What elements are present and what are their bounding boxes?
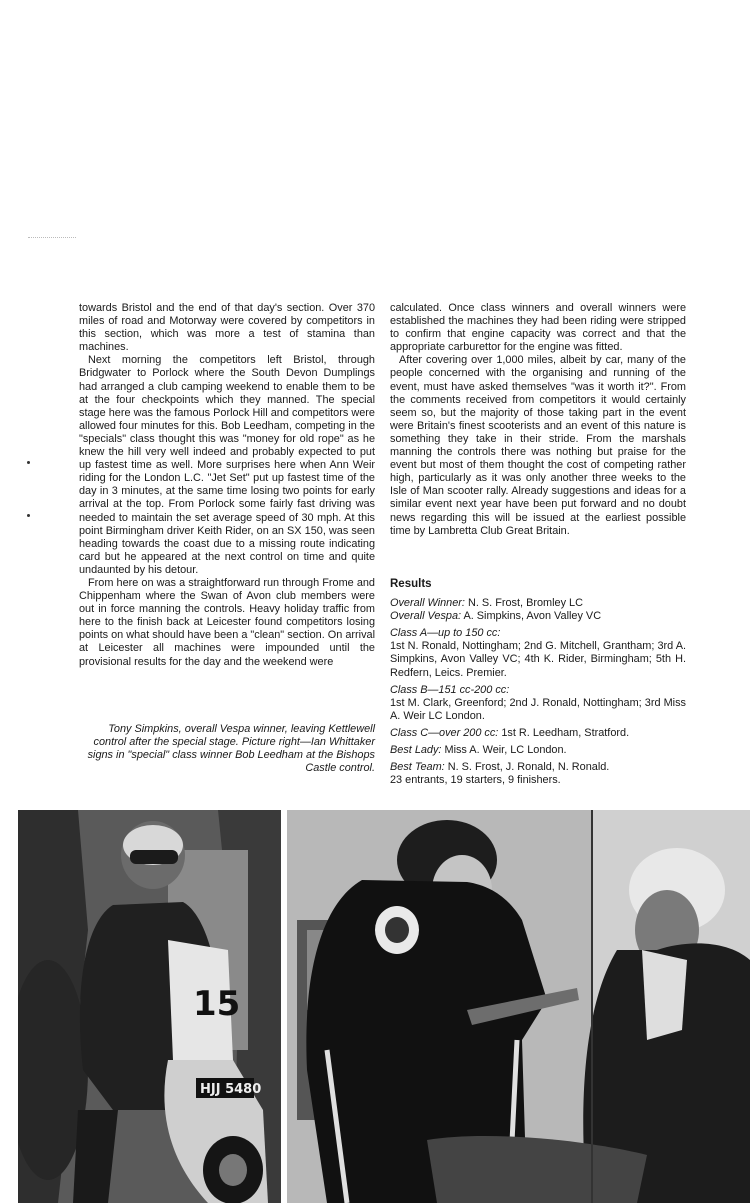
scan-artifact — [28, 237, 76, 239]
paragraph: Next morning the competitors left Bristol, through Bridgwater to Porlock where the South Devon Dumplings had arranged a club camping weekend to enable them to be at the four checkpoints which they manned. The special stage here was the famous Porlock Hill and competitors were allowed four minutes for this. Bob Leedham, competing in the "specials" class thought this was "money for old rope" as he knew the hill very well indeed and probably expected to put up fastest time as well. More surprises here when Ann Weir riding for the London L.C. "Jet Set" put up fastest time of the day in 3 minutes, at the same time losing two points for early arrival at the top. From Porlock some fairly fast driving was needed to maintain the set average speed of 30 mph. At this point Birmingham driver Keith Rider, on an SX 150, was seen heading towards the coast due to a missing route indicating card but he appeared at the next control on time and quite undaunted by his detour. — [79, 354, 375, 576]
photo-signing-in — [287, 810, 750, 1203]
result-value: Miss A. Weir, LC London. — [441, 744, 567, 757]
results-section — [390, 578, 686, 787]
result-class-c — [390, 727, 686, 740]
result-best-lady — [390, 744, 686, 757]
results-heading: Results — [390, 578, 432, 590]
result-entrants: 23 entrants, 19 starters, 9 finishers. — [390, 774, 561, 787]
margin-dot — [27, 514, 30, 517]
result-value: N. S. Frost, J. Ronald, N. Ronald. — [444, 761, 610, 774]
photo-caption: Tony Simpkins, overall Vespa winner, leaving Kettlewell control after the special stage. Picture right—Ian Whittaker signs in "special" class winner Bob Leedham at the Bishops Castle control. — [87, 723, 375, 775]
photo-rider-on-scooter — [18, 810, 281, 1203]
article-column-left — [79, 302, 375, 669]
result-label: Class C—over 200 cc: — [390, 726, 499, 739]
paragraph: calculated. Once class winners and overall winners were established the machines they had been riding were stripped to confirm that engine capacity was correct and that the appropriate carburettor for the engine was fitted. — [390, 302, 686, 354]
article-column-right — [390, 302, 686, 538]
paragraph: towards Bristol and the end of that day's section. Over 370 miles of road and Motorway were covered by competitors in this section, which was more a test of stamina than machines. — [79, 302, 375, 354]
paragraph: After covering over 1,000 miles, albeit by car, many of the people concerned with the organising and running of the event, must have asked themselves "was it worth it?". From the comments received from competitors it would certainly seem so, but the majority of those taking part in the event were Britain's finest scooterists and an event of this nature is something they take in their stride. From the marshals manning the controls there was nothing but praise for the event but most of them thought the cost of competing rather high, particularly as it was only another three weeks to the Isle of Man scooter rally. Already suggestions and ideas for a similar event next year have been put forward and no doubt news regarding this will be issued at the earliest possible time by Lambretta Club Great Britain. — [390, 354, 686, 537]
result-label: Overall Vespa: — [390, 610, 462, 623]
margin-dot — [27, 461, 30, 464]
result-class-a: 1st N. Ronald, Nottingham; 2nd G. Mitchell, Grantham; 3rd A. Simpkins, Avon Valley VC; 4th K. Rider, Birmingham; 5th H. Redfern, Leics. Premier. — [390, 640, 686, 679]
result-overall-winner — [390, 597, 686, 610]
result-value: N. S. Frost, Bromley LC — [464, 597, 583, 610]
result-label: Overall Winner: — [390, 597, 465, 610]
result-label: Best Team: — [390, 761, 445, 774]
race-number: 15 — [193, 984, 241, 1024]
result-value: 1st R. Leedham, Stratford. — [498, 726, 630, 739]
result-best-team — [390, 761, 686, 774]
result-class-b: 1st M. Clark, Greenford; 2nd J. Ronald, Nottingham; 3rd Miss A. Weir LC London. — [390, 696, 686, 722]
paragraph: From here on was a straightforward run through Frome and Chippenham where the Swan of Avon club members were out in force manning the controls. Heavy holiday traffic from here to the finish back at Leicester found competitors losing points on what should have been a "clean" section. On arrival at Leicester all machines were impounded until the provisional results for the day and the weekend were — [79, 576, 375, 668]
result-class-b-label: Class B—151 cc-200 cc: — [390, 683, 510, 696]
result-overall-vespa — [390, 610, 686, 623]
result-label: Best Lady: — [390, 744, 442, 757]
licence-plate: HJJ 5480 — [200, 1082, 262, 1097]
result-class-a-label: Class A—up to 150 cc: — [390, 627, 501, 640]
result-value: A. Simpkins, Avon Valley VC — [461, 610, 602, 623]
